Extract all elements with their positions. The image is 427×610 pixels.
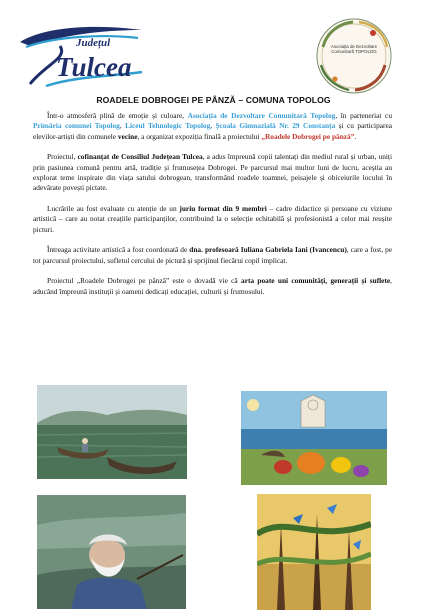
text: , care a fost, pe tot parcursul proiectului, sufletul cercului de pictură și sprijinul fiecărui copil implicat. <box>33 245 393 265</box>
text: , în parteneriat cu <box>335 111 392 120</box>
page-title: ROADELE DOBROGEI PE PÂNZĂ – COMUNA TOPOLOG <box>96 95 331 105</box>
svg-text:Județul: Județul <box>76 37 111 49</box>
text: Proiectul, <box>47 152 78 162</box>
text: Întreaga activitate artistică a fost coordonată de <box>47 245 190 255</box>
painting-boats-lake <box>37 385 187 479</box>
painting-old-man <box>37 495 186 609</box>
paragraph-2 <box>33 152 392 193</box>
seal-line-2: Comunitară TOPOLOG <box>331 49 377 55</box>
seal-line-1: Asociația de Dezvoltare <box>330 44 378 49</box>
org-primaria: Primăria comunei Topolog <box>33 121 120 131</box>
asociatia-topolog-logo <box>315 17 393 95</box>
project-name: „Roadele Dobrogei pe pânză” <box>261 131 355 141</box>
org-liceul: Liceul Tehnologic Topolog <box>125 121 211 131</box>
seal-text <box>325 44 383 54</box>
text: Într-o atmosferă plină de emoție și culoare, <box>47 111 188 120</box>
text: , <box>119 121 126 131</box>
bold-vecine: vecine <box>117 131 138 141</box>
bold-arta: arta poate uni comunități, generații și suflete <box>241 276 391 286</box>
painting-harvest-monastery <box>241 391 387 485</box>
text: Lucrările au fost evaluate cu atenție de un <box>47 204 180 213</box>
org-scoala: Școala Gimnazială Nr. 29 Constanța <box>215 121 336 131</box>
judetul-tulcea-logo <box>16 24 146 88</box>
text: și cu participarea elevilor-artiști din comunele <box>33 121 392 141</box>
paragraph-3 <box>33 204 392 235</box>
paragraph-5 <box>33 276 392 297</box>
org-asociatia: Asociația de Dezvoltare Comunitară Topolog <box>187 111 336 120</box>
text: – cadre didactice și persoane cu viziune artistică – care au notat creațiile participanților, contribuind la o selecție echitabilă și profesionistă a celor mai reușite picturi. <box>33 204 392 234</box>
text: , a adus împreună copii talentați din mediul rural și urban, uniți prin pasiunea comună pentru artă, tradiție și frumusețea Dobrogei. Pe parcursul mai multor luni de lucru, aceștia au explorat teme inspirate din viața satului dobrogean, transformând roadele toamnei, peisajele și obiceiurile locului în adevărate povești pictate. <box>33 152 392 193</box>
svg-text:Tulcea: Tulcea <box>56 52 132 82</box>
text: , a organizat expoziția finală a proiectului <box>137 131 262 141</box>
bold-juriu: juriu format din 9 membri <box>179 204 267 213</box>
bold-cofinantat: cofinanțat de Consiliul Județean Tulcea <box>77 152 203 162</box>
text: Proiectul „Roadele Dobrogei pe pânză” este o dovadă vie că <box>47 276 242 286</box>
text: , aducând împreună instituții și oameni dedicați educației, culturii și frumosului. <box>33 276 392 296</box>
bold-coordinator: dna. profesoară Iuliana Gabriela Iani (Ivancencu) <box>189 245 347 255</box>
paragraph-1 <box>33 111 392 142</box>
paragraph-4 <box>33 245 392 266</box>
seal-graphic <box>315 17 393 95</box>
text: , <box>210 121 216 131</box>
tulcea-logo-graphic <box>16 24 146 88</box>
article-body <box>33 111 392 307</box>
text: . <box>354 131 357 141</box>
painting-trees-birds <box>257 494 371 610</box>
